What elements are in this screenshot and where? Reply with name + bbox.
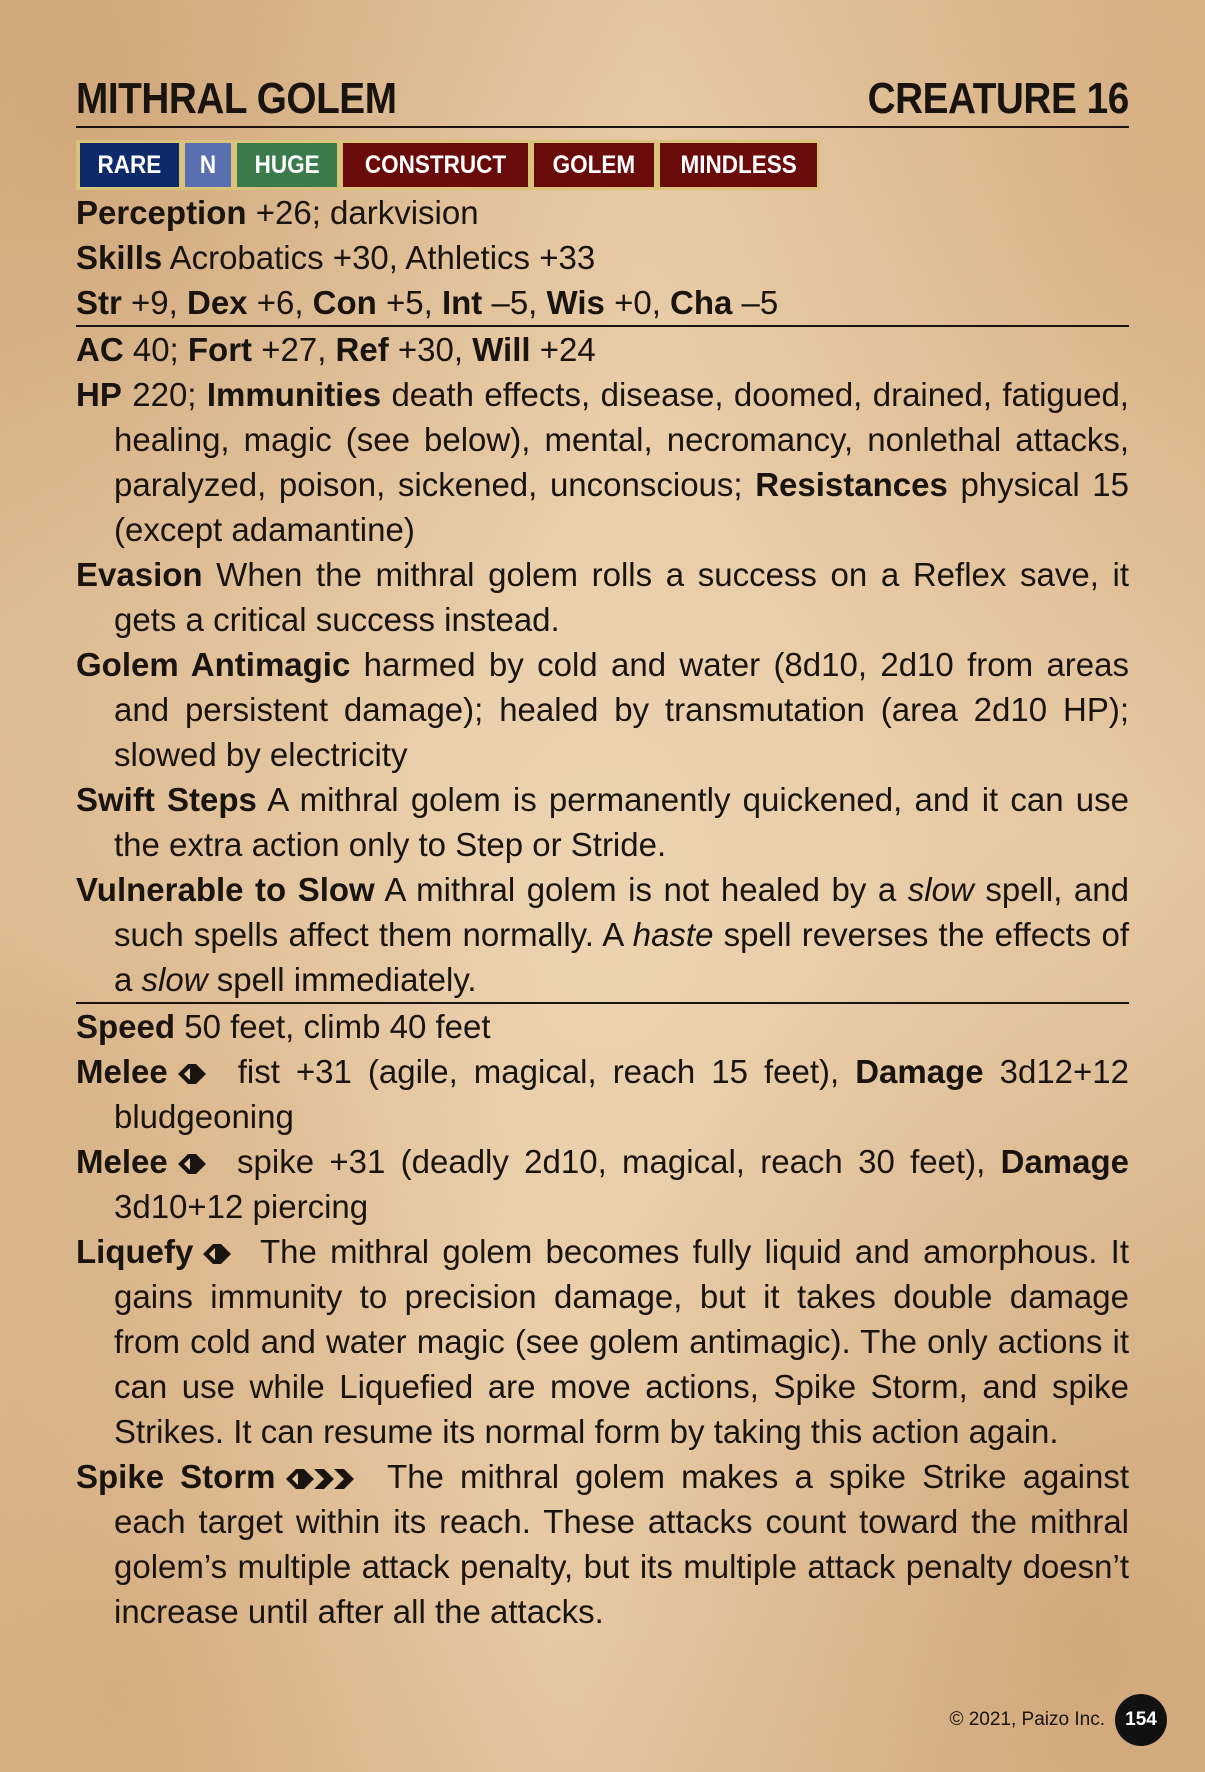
- trait-alignment: N: [185, 143, 231, 187]
- perception-line: Perception +26; darkvision: [76, 194, 479, 231]
- title-row: [76, 72, 1129, 128]
- evasion-entry: Evasion When the mithral golem rolls a success on a Reflex save, it gets a critical success instead.: [76, 556, 1129, 638]
- melee-spike-entry: Melee spike +31 (deadly 2d10, magical, reach 30 feet), Damage 3d10+12 piercing: [76, 1143, 1129, 1225]
- golem-antimagic-entry: Golem Antimagic harmed by cold and water (8d10, 2d10 from areas and persistent damage); healed by transmutation (area 2d10 HP); slowed by electricity: [76, 646, 1130, 773]
- creature-level: CREATURE 16: [867, 74, 1129, 123]
- stat-body: [76, 190, 1129, 1634]
- three-actions-icon: [284, 1462, 364, 1496]
- spike-storm-entry: Spike Storm The mithral golem makes a spike Strike against each target within its reach. These attacks count toward the mithral golem’s multiple attack penalty, but its multiple attack penalty doesn’t increase until after all the attacks.: [76, 1458, 1129, 1630]
- copyright-notice: © 2021, Paizo Inc.: [949, 1709, 1105, 1730]
- stat-block: [76, 72, 1129, 1634]
- one-action-icon: [176, 1147, 214, 1181]
- swift-steps-entry: Swift Steps A mithral golem is permanently quickened, and it can use the extra action only to Step or Stride.: [76, 781, 1129, 863]
- trait-construct: CONSTRUCT: [343, 143, 528, 187]
- liquefy-entry: Liquefy The mithral golem becomes fully liquid and amorphous. It gains immunity to precision damage, but it takes double damage from cold and water magic (see golem antimagic). The only actions it can use while Liquefied are move actions, Spike Storm, and spike Strikes. It can resume its normal form by taking this action again.: [76, 1233, 1129, 1450]
- trait-rarity: RARE: [80, 143, 179, 187]
- creature-name: MITHRAL GOLEM: [76, 74, 397, 123]
- vulnerable-to-slow-entry: Vulnerable to Slow A mithral golem is not healed by a slow spell, and such spells affect them normally. A haste spell reverses the effects of a slow spell immediately.: [76, 871, 1130, 998]
- trait-golem: GOLEM: [534, 143, 654, 187]
- trait-mindless: MINDLESS: [660, 143, 817, 187]
- one-action-icon: [201, 1237, 239, 1271]
- trait-size: HUGE: [237, 143, 337, 187]
- trait-list: [76, 140, 820, 190]
- one-action-icon: [176, 1057, 214, 1091]
- speed-line: Speed 50 feet, climb 40 feet: [76, 1002, 1129, 1049]
- defense-line: AC 40; Fort +27, Ref +30, Will +24: [76, 325, 1129, 372]
- page-footer: [949, 1694, 1167, 1746]
- skills-line: Skills Acrobatics +30, Athletics +33: [76, 239, 596, 276]
- hp-entry: HP 220; Immunities death effects, disease, doomed, drained, fatigued, healing, magic (see below), mental, necromancy, nonlethal attacks, paralyzed, poison, sickened, unconscious; Resistances physical 15 (except adamantine): [76, 376, 1130, 548]
- page-number: 154: [1115, 1694, 1167, 1746]
- melee-fist-entry: Melee fist +31 (agile, magical, reach 15 feet), Damage 3d12+12 bludgeoning: [76, 1053, 1129, 1135]
- abilities-line: Str +9, Dex +6, Con +5, Int –5, Wis +0, Cha –5: [76, 284, 779, 321]
